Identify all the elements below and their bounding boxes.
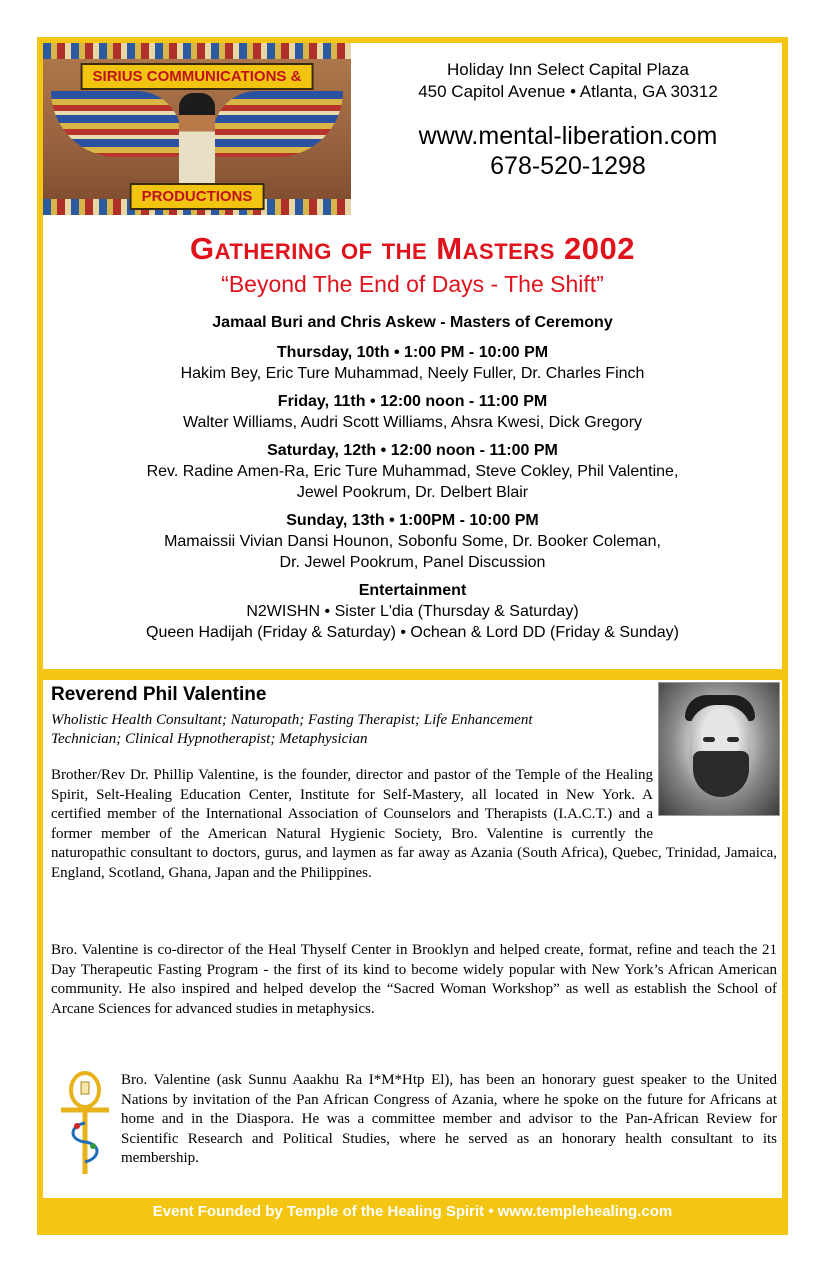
footer-banner: Event Founded by Temple of the Healing Spirit • www.templehealing.com: [152, 1203, 673, 1220]
day-heading: Saturday, 12th • 12:00 noon - 11:00 PM: [267, 442, 558, 459]
logo-title-plate: SIRIUS COMMUNICATIONS &: [81, 63, 314, 90]
logo-subtitle-plate: PRODUCTIONS: [130, 183, 265, 210]
day-speakers: Rev. Radine Amen-Ra, Eric Ture Muhammad, Steve Cokley, Phil Valentine,: [146, 463, 679, 480]
event-schedule: [43, 313, 782, 651]
bio-paragraph-2: Bro. Valentine is co-director of the Heal Thyself Center in Brooklyn and helped create, format, refine and teach the 21 Day Therapeutic Fasting Program - the first of its kind to become widely popular with New York’s African American community. He also inspired and helped develop the “Sacred Woman Workshop” as well as establish the School of Arcane Sciences for advanced studies in metaphysics.: [51, 942, 777, 1017]
website-link[interactable]: www.mental-liberation.com: [418, 122, 718, 150]
phone-number: 678-520-1298: [490, 152, 646, 180]
photo-eye: [727, 737, 739, 742]
venue-address: 450 Capitol Avenue • Atlanta, GA 30312: [418, 82, 718, 101]
event-panel: [43, 43, 782, 669]
entertainment-line: Queen Hadijah (Friday & Saturday) • Ochean & Lord DD (Friday & Sunday): [146, 624, 679, 641]
sirius-logo: [43, 43, 351, 215]
schedule-day: [43, 511, 782, 573]
entertainment-line: N2WISHN • Sister L'dia (Thursday & Saturday): [246, 603, 579, 620]
bio-titles: Wholistic Health Consultant; Naturopath; Fasting Therapist; Life Enhancement Technician; Clinical Hypnotherapist; Metaphysician: [51, 712, 533, 747]
right-wing-graphic: [213, 91, 343, 157]
left-wing-graphic: [51, 91, 181, 157]
event-title: Gathering of the Masters 2002: [190, 231, 635, 266]
bio-paragraph-3: Bro. Valentine (ask Sunnu Aaakhu Ra I*M*Htp El), has been an honorary guest speaker to the United Nations by invitation of the Pan African Congress of Azania, where he spoke on the future for Africans at home and in the Diaspora. He was a committee member and advisor to the Pan-African Review for Scientific Research and Political Studies, where he served as an honorary health consultant to its membership.: [121, 1072, 777, 1166]
masters-of-ceremony: Jamaal Buri and Chris Askew - Masters of Ceremony: [212, 314, 613, 331]
day-speakers: Hakim Bey, Eric Ture Muhammad, Neely Fuller, Dr. Charles Finch: [180, 365, 645, 382]
photo-eye: [703, 737, 715, 742]
photo-wrap-spacer: [653, 766, 777, 844]
day-speakers: Walter Williams, Audri Scott Williams, Ahsra Kwesi, Dick Gregory: [182, 414, 643, 431]
bio-paragraph-1-text: Brother/Rev Dr. Phillip Valentine, is the founder, director and pastor of the Temple of the Healing Spirit, Selt-Healing Education Center, Institute for Self-Mastery, all located in New York. A certified member of the International Association of Counselors and Therapists (I.A.C.T.) and a former member of the American Natural Hygienic Society, Bro. Valentine is currently the naturopathic consultant to doctors, gurus, and laymen as far away as Azania (South Africa), Quebec, Trinidad, Jamaica, England, Scotland, Ghana, Japan and the Philippines.: [51, 767, 777, 881]
venue-name: Holiday Inn Select Capital Plaza: [447, 60, 689, 79]
day-heading: Friday, 11th • 12:00 noon - 11:00 PM: [277, 393, 548, 410]
logo-border-top: [43, 43, 351, 59]
flyer-frame: [37, 37, 788, 1235]
schedule-day: [43, 392, 782, 433]
entertainment-section: [43, 581, 782, 643]
bio-name: Reverend Phil Valentine: [51, 684, 267, 705]
day-speakers: Jewel Pookrum, Dr. Delbert Blair: [296, 484, 529, 501]
event-subtitle: “Beyond The End of Days - The Shift”: [221, 271, 604, 297]
day-speakers: Mamaissii Vivian Dansi Hounon, Sobonfu Some, Dr. Booker Coleman,: [164, 533, 661, 550]
day-heading: Sunday, 13th • 1:00PM - 10:00 PM: [286, 512, 539, 529]
day-speakers: Dr. Jewel Pookrum, Panel Discussion: [279, 554, 546, 571]
day-heading: Thursday, 10th • 1:00 PM - 10:00 PM: [276, 344, 549, 361]
venue-info: [363, 59, 773, 181]
bio-panel: [43, 680, 782, 1198]
entertainment-heading: Entertainment: [358, 582, 467, 599]
ankh-emblem-icon: [55, 1068, 115, 1178]
schedule-day: [43, 441, 782, 503]
schedule-day: [43, 343, 782, 384]
bio-paragraph-1: [51, 766, 777, 883]
